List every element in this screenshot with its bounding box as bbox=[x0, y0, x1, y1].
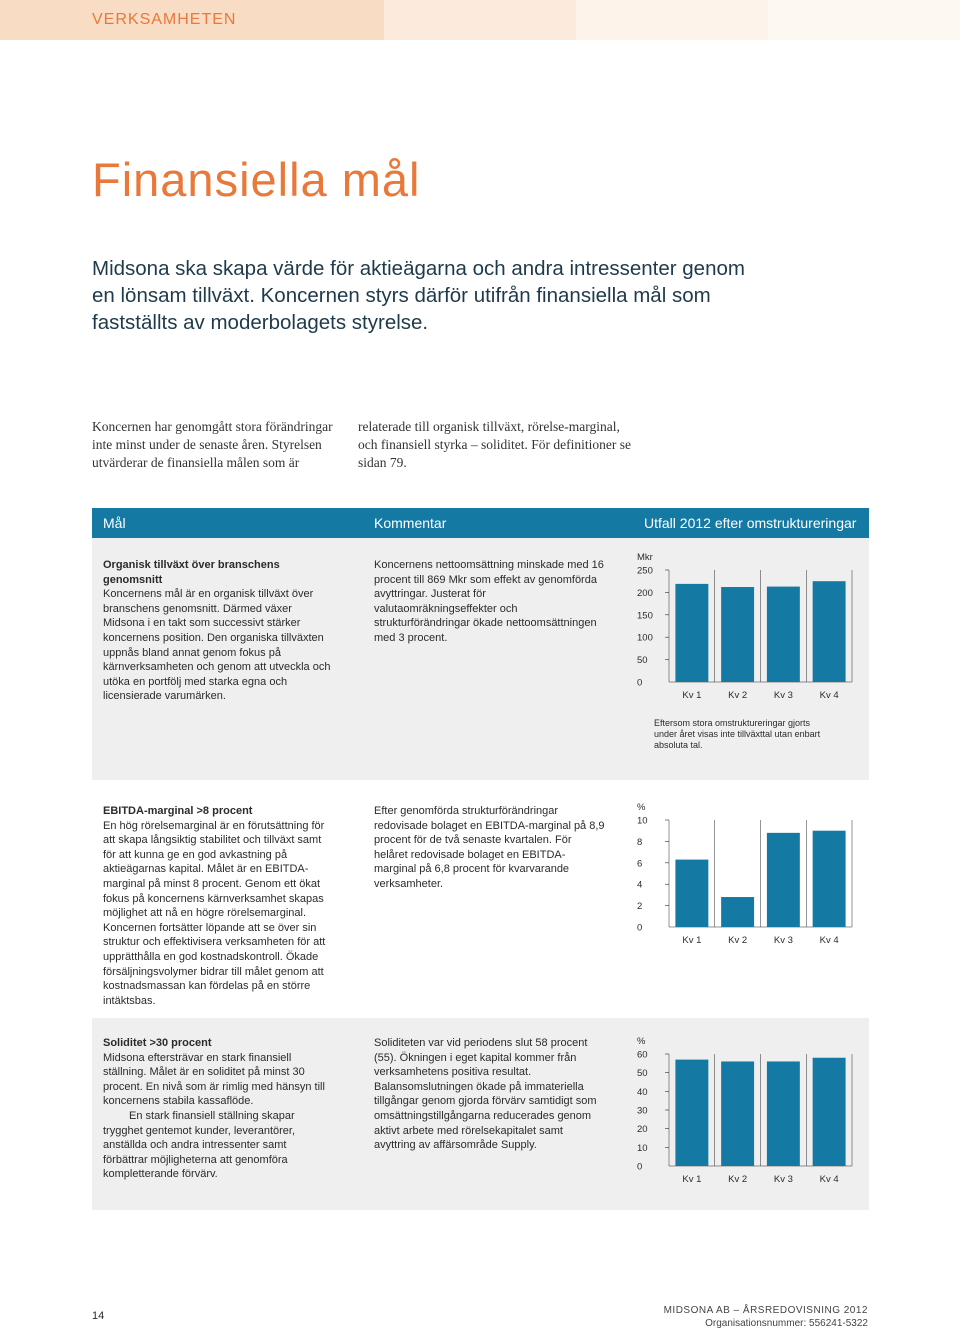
comment-text: Efter genomförda strukturförändringar redovisade bolaget en EBITDA-marginal på 8,9 procent för de två senaste kvartalen. För helåret redovisade bolaget en EBITDA-marginal på 6,8 procent för kvarvarande verksamheter. bbox=[374, 805, 605, 890]
y-tick-label: 50 bbox=[637, 1068, 648, 1080]
intro-text-left: Koncernen har genomgått stora förändringar inte minst under de senaste åren. Styrelsen utvärderar de finansiella målen som är bbox=[92, 419, 333, 470]
lead-paragraph: Midsona ska skapa värde för aktieägarna och andra intressenter genom en lönsam tillväxt. Koncernen styrs därför utifrån finansiella mål som fastställts av moderbolagets styrelse. bbox=[92, 257, 745, 334]
bar bbox=[813, 581, 846, 682]
goal-text bbox=[103, 804, 333, 1008]
x-tick-label: Kv 4 bbox=[819, 935, 839, 946]
chart-equity-ratio bbox=[637, 1036, 857, 1201]
y-tick-label: 40 bbox=[637, 1086, 648, 1098]
bar bbox=[675, 584, 708, 682]
x-tick-label: Kv 3 bbox=[773, 1174, 793, 1185]
x-tick-label: Kv 1 bbox=[682, 935, 702, 946]
goal-body-2: En stark finansiell ställning skapar trygghet gentemot kunder, leverantörer, anställda och andra intressenter samt förbättrar möjligheterna att genomföra kompletterande förvärv. bbox=[103, 1109, 296, 1181]
unit-label: % bbox=[637, 1036, 646, 1047]
y-tick-label: 200 bbox=[637, 587, 653, 599]
comment-text: Soliditeten var vid periodens slut 58 procent (55). Ökningen i eget kapital kommer från verksamhetens positiva resultat. Balansomslutningen ökade på immateriella tillgångar genom gjorda förvärv samtidigt som omsättningstillgångarna reducerades genom aktivt arbete med rörelsekapitalet samt avyttring av affärsområde Supply. bbox=[374, 1037, 597, 1152]
y-tick-label: 0 bbox=[637, 1161, 643, 1173]
x-tick-label: Kv 4 bbox=[819, 690, 839, 701]
y-tick-label: 100 bbox=[637, 632, 653, 644]
bar bbox=[675, 860, 708, 927]
y-tick-label: 8 bbox=[637, 836, 643, 848]
bar bbox=[675, 1060, 708, 1166]
header-outcome: Utfall 2012 efter omstruktureringar bbox=[644, 515, 857, 531]
table-header bbox=[92, 508, 869, 538]
y-tick-label: 0 bbox=[637, 922, 643, 934]
y-tick-label: 0 bbox=[637, 677, 643, 689]
y-tick-label: 10 bbox=[637, 1142, 648, 1154]
y-tick-label: 60 bbox=[637, 1049, 648, 1061]
x-tick-label: Kv 2 bbox=[728, 1174, 748, 1185]
unit-label: % bbox=[637, 802, 646, 813]
footer-org-number: Organisationsnummer: 556241-5322 bbox=[705, 1318, 868, 1329]
chart-ebitda-margin bbox=[637, 802, 857, 962]
section-label: VERKSAMHETEN bbox=[92, 11, 237, 28]
goal-text bbox=[103, 1036, 333, 1182]
y-tick-label: 20 bbox=[637, 1124, 648, 1136]
goal-body: En hög rörelsemarginal är en förutsättning för att skapa långsiktig stabilitet och tillväxt samt för att kunna ge en god avkastning på aktieägarnas kapital. Målet är en EBITDA-marginal på minst 8 procent. Genom ett ökat fokus på koncernens kärnverksamhet skapas möjlighet att nå en högre rörelsemarginal. Koncernen fortsätter löpande att se över sin struktur och effektivisera verksamheten för att upprätthålla en god kostnadskontroll. Ökade försäljningsvolymer bidrar till målet genom att kostnadsmassan kan fördelas på en större intäktsbas. bbox=[103, 819, 326, 1007]
y-tick-label: 2 bbox=[637, 901, 643, 913]
bar bbox=[767, 833, 800, 927]
chart-net-sales bbox=[637, 552, 857, 717]
goal-title: EBITDA-marginal >8 procent bbox=[103, 805, 253, 817]
chart-footnote: Eftersom stora omstruktureringar gjorts under året visas inte tillväxttal utan enbart absoluta tal. bbox=[654, 718, 821, 750]
x-tick-label: Kv 3 bbox=[773, 935, 793, 946]
goal-row-organic-growth bbox=[92, 538, 869, 780]
y-tick-label: 50 bbox=[637, 655, 648, 667]
y-tick-label: 150 bbox=[637, 610, 653, 622]
bar bbox=[767, 587, 800, 682]
top-bar-segment bbox=[576, 0, 768, 40]
y-tick-label: 6 bbox=[637, 858, 643, 870]
y-tick-label: 250 bbox=[637, 565, 653, 577]
page-number: 14 bbox=[92, 1310, 105, 1322]
goal-title: Organisk tillväxt över branschens genomsnitt bbox=[103, 559, 280, 586]
bar bbox=[721, 587, 754, 682]
intro-text-right: relaterade till organisk tillväxt, rörelse-marginal, och finansiell styrka – soliditet. För definitioner se sidan 79. bbox=[358, 419, 631, 470]
goal-body: Midsona eftersträvar en stark finansiell ställning. Målet är en soliditet på minst 30 procent. En nivå som är rimlig med hänsyn till koncernens stabila kassaflöde. bbox=[103, 1051, 325, 1108]
header-comment: Kommentar bbox=[374, 515, 447, 531]
x-tick-label: Kv 4 bbox=[819, 1174, 839, 1185]
goal-text bbox=[103, 558, 333, 704]
x-tick-label: Kv 2 bbox=[728, 690, 748, 701]
comment-text: Koncernens nettoomsättning minskade med 16 procent till 869 Mkr som effekt av genomförda avyttringar. Justerat för valutaomräkningseffekter och strukturförändringar ökade nettoomsättningen med 3 procent. bbox=[374, 559, 604, 644]
header-goal: Mål bbox=[103, 515, 126, 531]
bar bbox=[721, 897, 754, 927]
goal-title: Soliditet >30 procent bbox=[103, 1037, 212, 1049]
x-tick-label: Kv 2 bbox=[728, 935, 748, 946]
y-tick-label: 10 bbox=[637, 815, 648, 827]
footer-company: MIDSONA AB – ÅRSREDOVISNING 2012 bbox=[663, 1305, 868, 1316]
bar bbox=[813, 831, 846, 927]
bar bbox=[767, 1061, 800, 1166]
bar bbox=[721, 1061, 754, 1166]
y-tick-label: 4 bbox=[637, 879, 643, 891]
x-tick-label: Kv 3 bbox=[773, 690, 793, 701]
x-tick-label: Kv 1 bbox=[682, 1174, 702, 1185]
y-tick-label: 30 bbox=[637, 1105, 648, 1117]
goal-body: Koncernens mål är en organisk tillväxt över branschens genomsnitt. Därmed växer Midsona i en takt som successivt stärker koncernens position. Den organiska tillväxten uppnås bland annat genom fokus på kärnverksamheten och genom att utveckla och utöka en portfölj med starka egna och licensierade varumärken. bbox=[103, 588, 331, 703]
page-title: Finansiella mål bbox=[92, 153, 421, 206]
x-tick-label: Kv 1 bbox=[682, 690, 702, 701]
top-bar-segment bbox=[768, 0, 960, 40]
goal-row-ebitda bbox=[92, 782, 869, 1008]
top-bar-segment bbox=[384, 0, 576, 40]
unit-label: Mkr bbox=[637, 552, 653, 563]
goal-row-equity-ratio bbox=[92, 1018, 869, 1210]
footer-info bbox=[664, 1304, 868, 1330]
bar bbox=[813, 1058, 846, 1166]
